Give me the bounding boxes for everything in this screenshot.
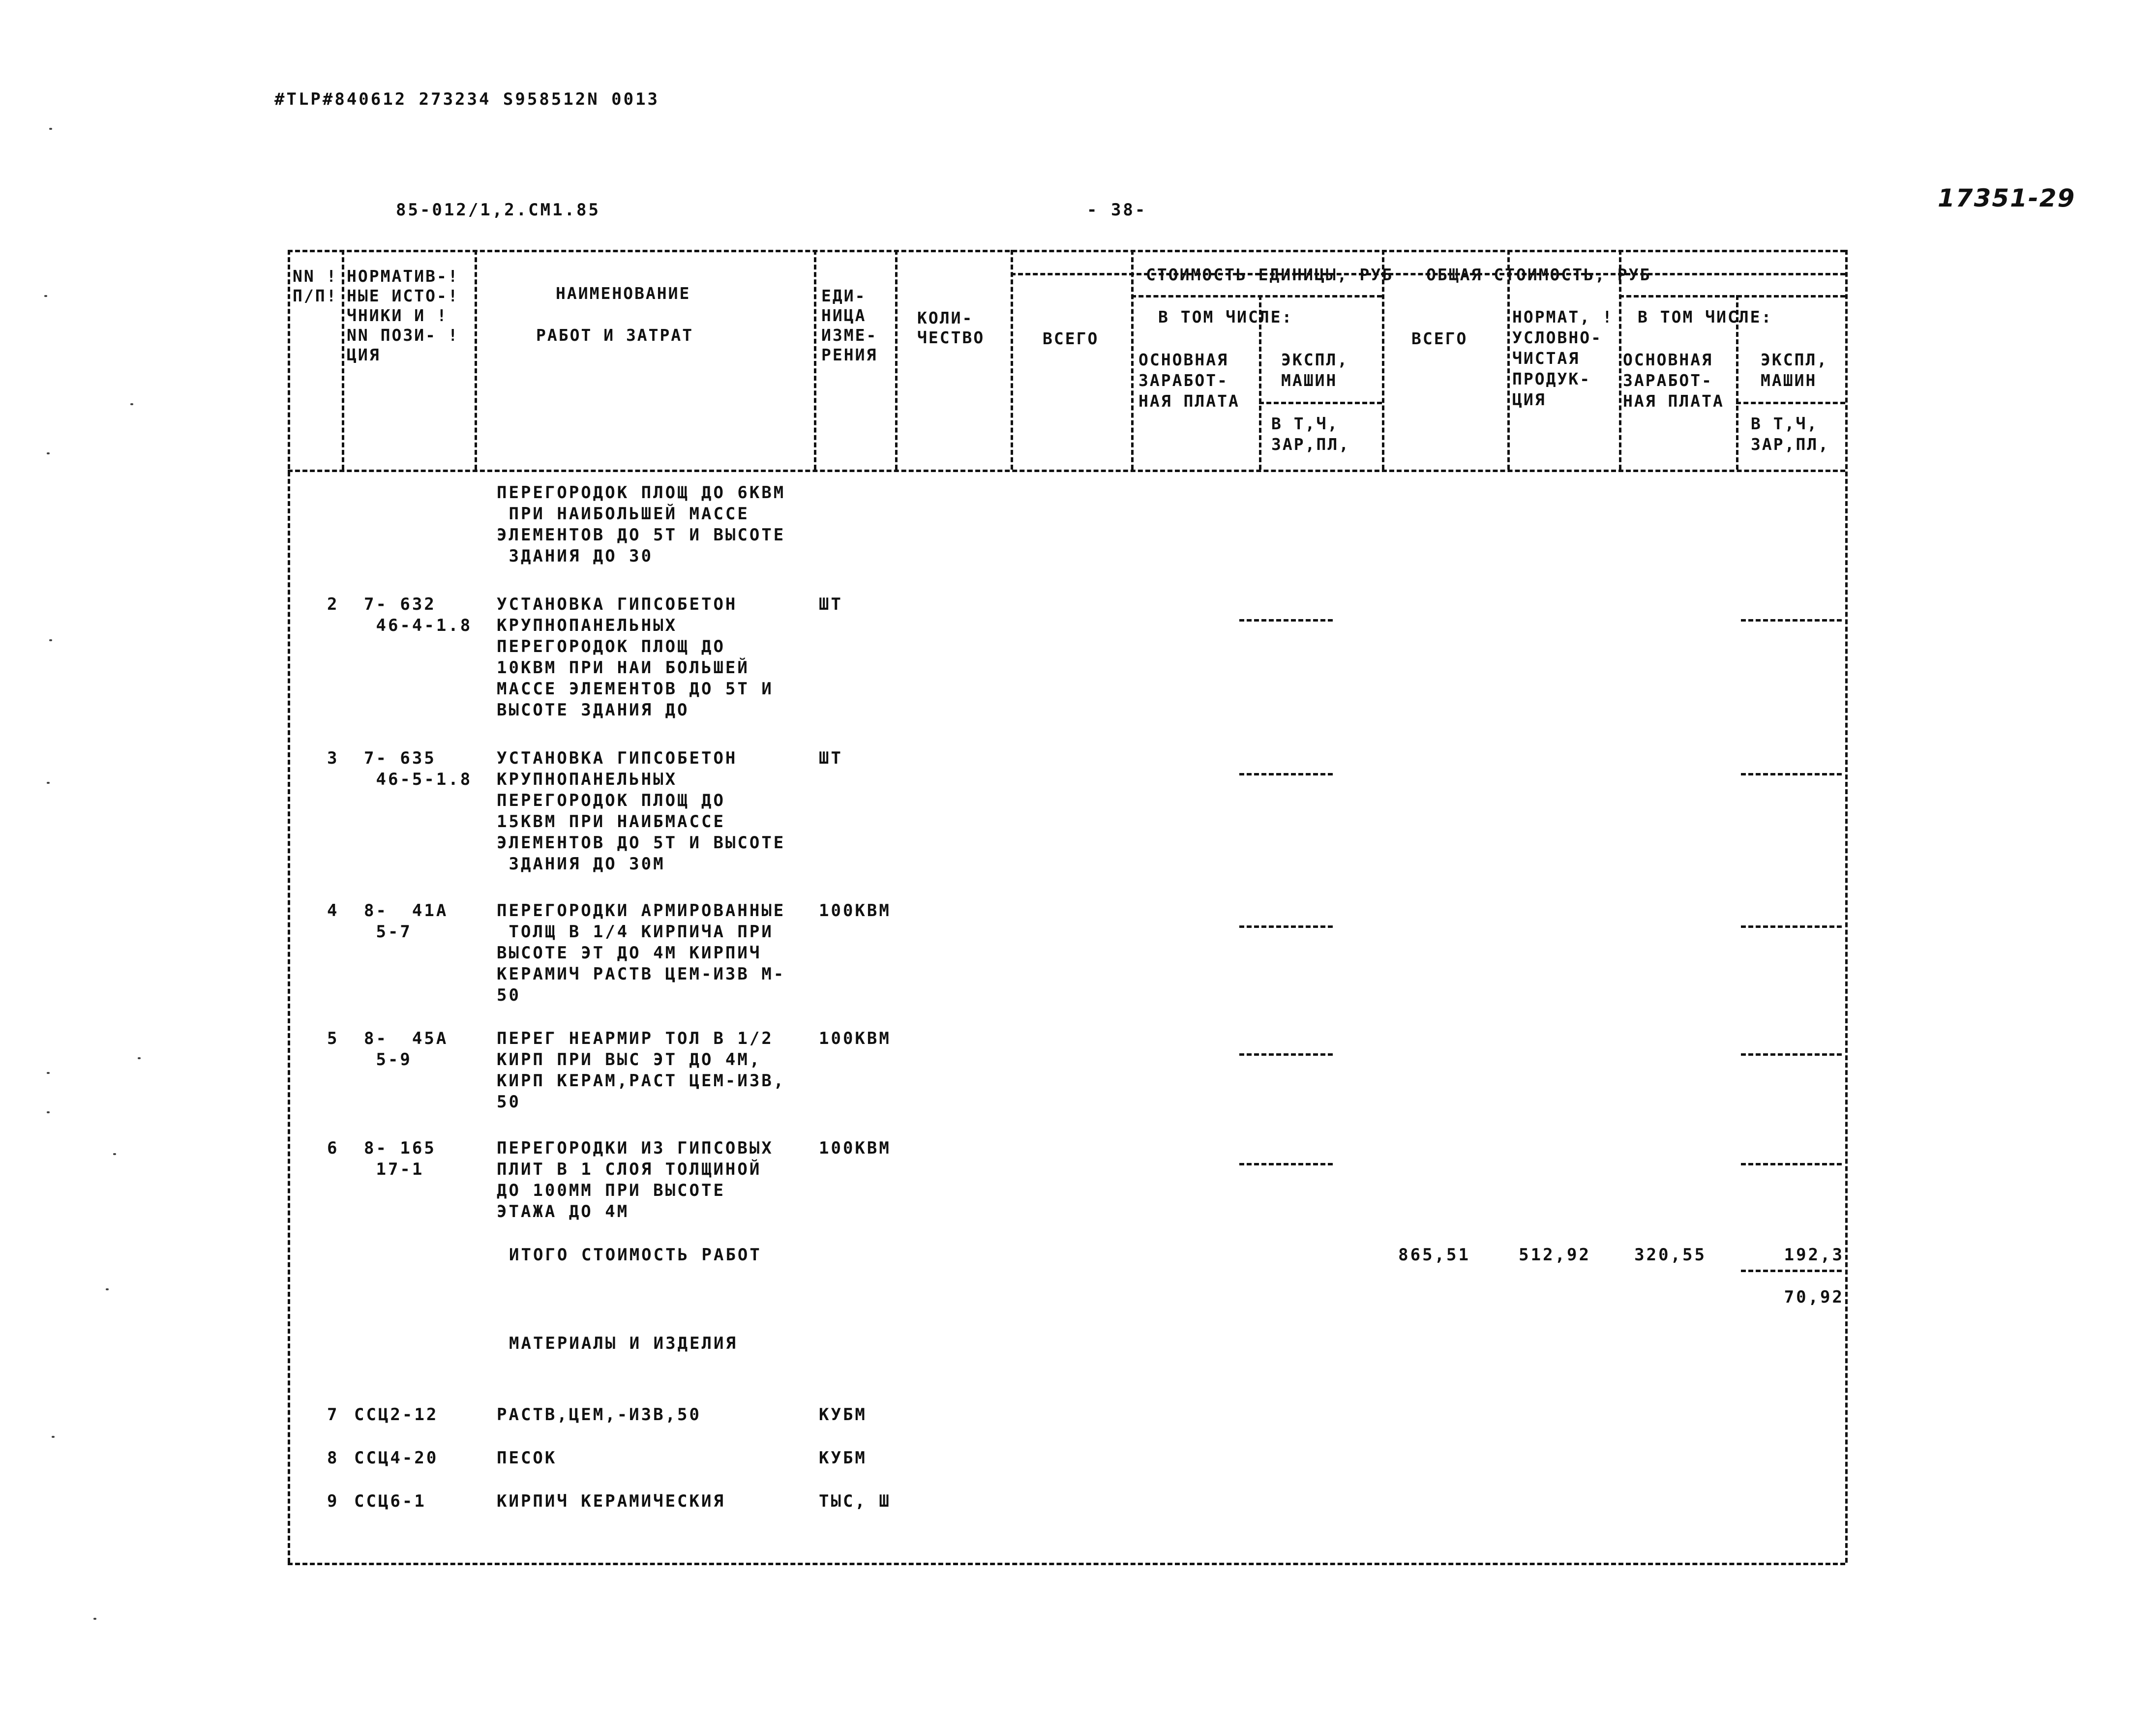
row-number: 8 (327, 1448, 339, 1468)
row-name: КЕРАМИЧ РАСТВ ЦЕМ-ИЗВ М- (497, 964, 786, 984)
row-source-code: 8- 41А (364, 901, 449, 921)
row-number: 3 (327, 748, 339, 768)
row-name: КРУПНОПАНЕЛЬНЫХ (497, 616, 678, 635)
header-col-source: NN ПОЗИ- ! (347, 326, 459, 345)
header-total-mach: МАШИН (1761, 371, 1817, 390)
header-col-qty: ЧЕСТВО (917, 328, 985, 347)
row-name: УСТАНОВКА ГИПСОБЕТОН (497, 748, 738, 768)
mach-divider (1736, 402, 1845, 404)
subtotal-t_total: 865,51 (1398, 1245, 1470, 1265)
row-name: МАССЕ ЭЛЕМЕНТОВ ДО 5Т И (497, 679, 774, 699)
row-unit: 100КВМ (819, 901, 891, 921)
row-unit: ТЫС, Ш (819, 1491, 891, 1511)
row-name: КИРП ПРИ ВЫС ЭТ ДО 4М, (497, 1050, 762, 1070)
fraction-line (1741, 619, 1842, 622)
subtotal-t_mach: 192,3 (1784, 1245, 1844, 1265)
row-unit: 100КВМ (819, 1029, 891, 1048)
scan-speck (93, 1618, 96, 1620)
row-name: УСТАНОВКА ГИПСОБЕТОН (497, 595, 738, 614)
column-divider (814, 250, 816, 470)
row-source-code: 7- 632 (364, 595, 436, 614)
header-total-mach-wage: В Т,Ч, (1751, 414, 1819, 433)
row-name: ЭТАЖА ДО 4М (497, 1202, 629, 1221)
row-number: 4 (327, 901, 339, 921)
header-total-incl: В ТОМ ЧИСЛЕ: (1638, 307, 1773, 327)
row-name: ПЕРЕГ НЕАРМИР ТОЛ В 1/2 (497, 1029, 774, 1048)
header-col-name: РАБОТ И ЗАТРАТ (536, 326, 694, 345)
row-number: 6 (327, 1138, 339, 1158)
scan-speck (49, 128, 52, 130)
row-name: РАСТВ,ЦЕМ,-ИЗВ,50 (497, 1405, 701, 1425)
header-total-wage: ОСНОВНАЯ (1623, 350, 1713, 369)
fraction-line (1239, 619, 1333, 622)
row-name: 50 (497, 1092, 521, 1112)
header-unit-mach-wage: ЗАР,ПЛ, (1271, 435, 1350, 454)
header-col-num: П/П! (293, 286, 338, 305)
header-bottom-border (288, 470, 1845, 472)
row-name: КИРП КЕРАМ,РАСТ ЦЕМ-ИЗВ, (497, 1071, 786, 1091)
row-name: ПРИ НАИБОЛЬШЕЙ МАССЕ (497, 504, 749, 524)
row-unit: КУБМ (819, 1448, 867, 1468)
row-unit: ШТ (819, 595, 843, 614)
row-number: 5 (327, 1029, 339, 1048)
table-top-border (288, 250, 1845, 252)
row-name: 15КВМ ПРИ НАИБМАССЕ (497, 812, 725, 832)
fraction-line (1239, 773, 1333, 775)
row-name: ТОЛЩ В 1/4 КИРПИЧА ПРИ (497, 922, 774, 942)
header-col-name: НАИМЕНОВАНИЕ (556, 284, 691, 303)
header-col-unit: ЕДИ- (821, 286, 867, 305)
header-unit-total: ВСЕГО (1043, 329, 1099, 348)
row-name: ЭЛЕМЕНТОВ ДО 5Т И ВЫСОТЕ (497, 525, 786, 545)
row-number: 7 (327, 1405, 339, 1425)
scan-speck (106, 1288, 109, 1290)
fraction-line (1239, 1163, 1333, 1165)
scan-speck (44, 295, 47, 297)
row-name: 10КВМ ПРИ НАИ БОЛЬШЕЙ (497, 658, 749, 678)
scan-speck (113, 1153, 116, 1155)
mach-divider (1259, 402, 1382, 404)
fraction-line (1741, 1163, 1842, 1165)
column-divider (895, 250, 898, 470)
scan-speck (47, 1072, 50, 1074)
scan-speck (47, 782, 50, 784)
header-total-wage: НАЯ ПЛАТА (1623, 391, 1724, 411)
row-name: ПЛИТ В 1 СЛОЯ ТОЛЩИНОЙ (497, 1160, 762, 1179)
subtotal-t_wage: 320,55 (1634, 1245, 1707, 1265)
header-unit-incl: В ТОМ ЧИСЛЕ: (1158, 307, 1293, 327)
header-total-norm: ЦИЯ (1512, 390, 1546, 409)
header-unit-mach: ЭКСПЛ, (1281, 350, 1349, 369)
header-unit-cost: СТОИМОСТЬ ЕДИНИЦЫ, РУБ (1146, 265, 1394, 284)
subtotal-label: ИТОГО СТОИМОСТЬ РАБОТ (509, 1245, 762, 1265)
row-number: 9 (327, 1491, 339, 1511)
header-col-unit: ИЗМЕ- (821, 326, 878, 345)
incl-divider (1131, 295, 1382, 297)
header-unit-wage: НАЯ ПЛАТА (1138, 391, 1240, 411)
row-source-code: 5-7 (364, 922, 412, 942)
row-source-code: ССЦ2-12 (354, 1405, 439, 1425)
fraction-line (1741, 773, 1842, 775)
header-total-mach: ЭКСПЛ, (1761, 350, 1828, 369)
header-total-norm: УСЛОВНО- (1512, 328, 1602, 347)
header-total-norm: ЧИСТАЯ (1512, 349, 1580, 368)
row-source-code: 7- 635 (364, 748, 436, 768)
row-source-code: 8- 45А (364, 1029, 449, 1048)
row-name: ПЕРЕГОРОДКИ ИЗ ГИПСОВЫХ (497, 1138, 774, 1158)
materials-title: МАТЕРИАЛЫ И ИЗДЕЛИЯ (509, 1334, 738, 1353)
row-number: 2 (327, 595, 339, 614)
scan-speck (52, 1436, 55, 1438)
row-name: ПЕРЕГОРОДОК ПЛОЩ ДО 6КВМ (497, 483, 786, 503)
scan-speck (49, 639, 52, 641)
row-name: ВЫСОТЕ ЭТ ДО 4М КИРПИЧ (497, 943, 762, 963)
row-name: ВЫСОТЕ ЗДАНИЯ ДО (497, 700, 689, 720)
scan-speck (47, 1111, 50, 1113)
doc-reference: 85-012/1,2.CM1.85 (396, 200, 600, 220)
fraction-line (1239, 925, 1333, 928)
row-source-code: ССЦ6-1 (354, 1491, 426, 1511)
row-source-code: 46-4-1.8 (364, 616, 473, 635)
column-divider (475, 250, 477, 470)
row-name: ПЕСОК (497, 1448, 557, 1468)
row-unit: ШТ (819, 748, 843, 768)
column-divider (1131, 250, 1134, 470)
header-total-norm: НОРМАТ, ! (1512, 307, 1614, 327)
subtotal-mach-wage: 70,92 (1784, 1287, 1844, 1307)
column-divider (342, 250, 344, 470)
header-total-total: ВСЕГО (1411, 329, 1468, 348)
row-name: ЗДАНИЯ ДО 30 (497, 546, 654, 566)
subtotal-t_norm: 512,92 (1519, 1245, 1591, 1265)
doc-code: #TLP#840612 273234 S958512N 0013 (274, 89, 660, 109)
row-name: 50 (497, 985, 521, 1005)
scan-speck (138, 1057, 141, 1059)
header-total-mach-wage: ЗАР,ПЛ, (1751, 435, 1830, 454)
column-divider (1011, 250, 1013, 470)
header-total-wage: ЗАРАБОТ- (1623, 371, 1713, 390)
header-col-qty: КОЛИ- (917, 308, 974, 327)
row-source-code: 5-9 (364, 1050, 412, 1070)
table-right-border (1845, 250, 1848, 1563)
row-name: ПЕРЕГОРОДКИ АРМИРОВАННЫЕ (497, 901, 786, 921)
row-name: ЭЛЕМЕНТОВ ДО 5Т И ВЫСОТЕ (497, 833, 786, 853)
header-col-source: НЫЕ ИСТО-! (347, 286, 459, 305)
header-col-unit: НИЦА (821, 306, 867, 325)
header-col-unit: РЕНИЯ (821, 345, 878, 364)
header-total-cost: ОБЩАЯ СТОИМОСТЬ, РУБ (1426, 265, 1651, 284)
page-number: - 38- (1087, 200, 1147, 220)
row-source-code: 8- 165 (364, 1138, 436, 1158)
fraction-line (1239, 1053, 1333, 1056)
row-name: ДО 100ММ ПРИ ВЫСОТЕ (497, 1181, 725, 1200)
table-bottom-border (288, 1563, 1845, 1565)
header-unit-mach: МАШИН (1281, 371, 1338, 390)
scan-speck (47, 452, 50, 454)
row-name: ЗДАНИЯ ДО 30М (497, 854, 665, 874)
row-name: КИРПИЧ КЕРАМИЧЕСКИЯ (497, 1491, 725, 1511)
header-unit-wage: ОСНОВНАЯ (1138, 350, 1228, 369)
header-col-num: NN ! (293, 267, 338, 286)
fraction-line (1741, 1053, 1842, 1056)
scan-speck (130, 403, 133, 405)
header-col-source: НОРМАТИВ-! (347, 267, 459, 286)
incl-divider (1619, 295, 1845, 297)
handwritten-stamp: 17351-29 (1938, 184, 2076, 212)
row-unit: 100КВМ (819, 1138, 891, 1158)
header-unit-mach-wage: В Т,Ч, (1271, 414, 1339, 433)
fraction-line (1741, 925, 1842, 928)
row-name: ПЕРЕГОРОДОК ПЛОЩ ДО (497, 637, 725, 656)
table-left-border (288, 250, 290, 1563)
row-source-code: 46-5-1.8 (364, 770, 473, 789)
row-source-code: 17-1 (364, 1160, 424, 1179)
row-source-code: ССЦ4-20 (354, 1448, 439, 1468)
header-col-source: ЧНИКИ И ! (347, 306, 448, 325)
header-col-source: ЦИЯ (347, 345, 381, 364)
row-name: ПЕРЕГОРОДОК ПЛОЩ ДО (497, 791, 725, 810)
row-unit: КУБМ (819, 1405, 867, 1425)
header-total-norm: ПРОДУК- (1512, 369, 1591, 388)
row-name: КРУПНОПАНЕЛЬНЫХ (497, 770, 678, 789)
header-unit-wage: ЗАРАБОТ- (1138, 371, 1228, 390)
fraction-line (1741, 1270, 1842, 1272)
